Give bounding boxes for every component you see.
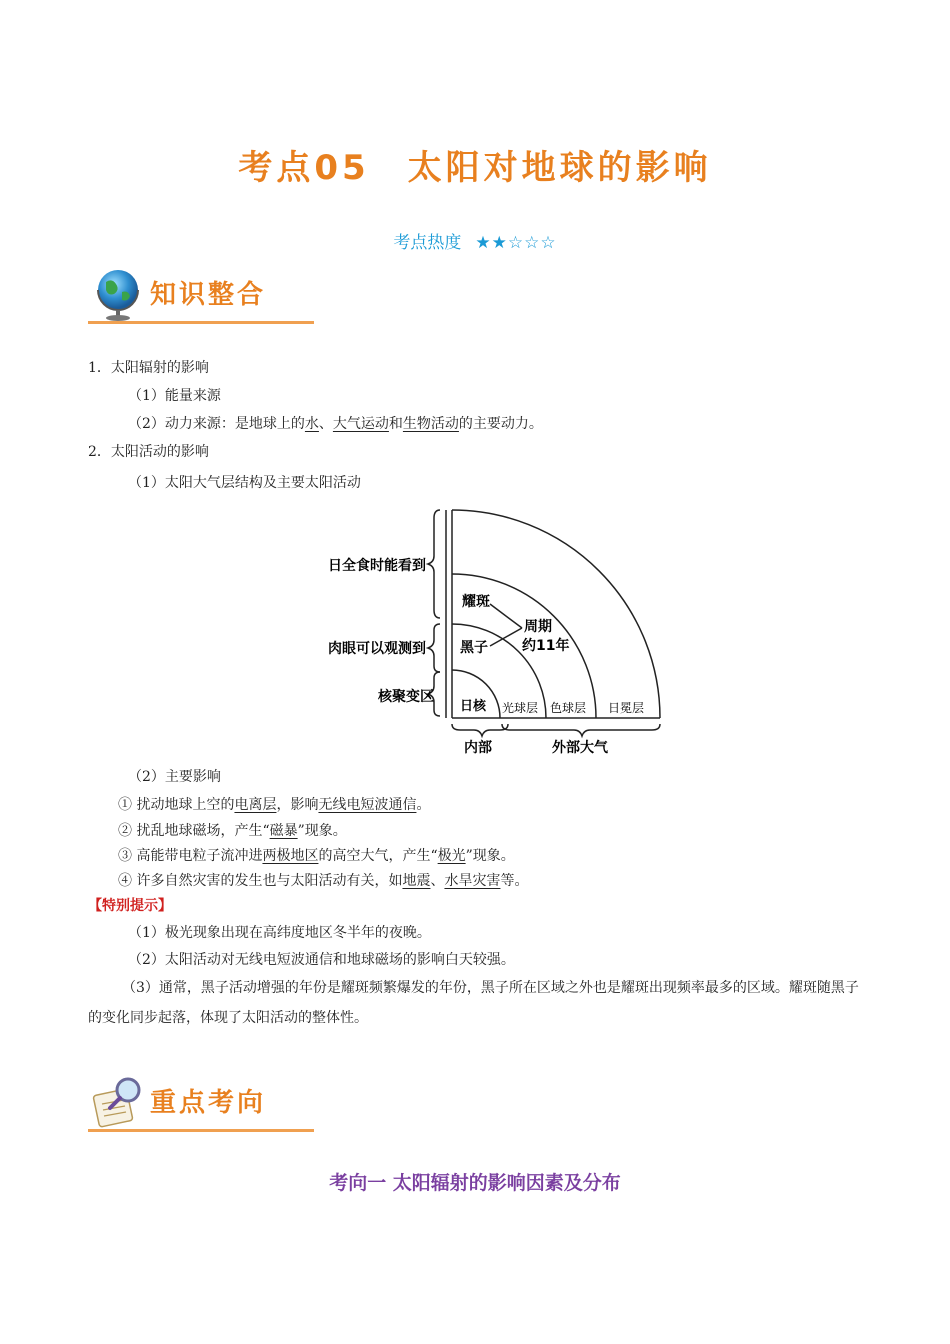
section-heading-label: 知识整合 [150, 280, 267, 310]
label-inner: 内部 [464, 740, 492, 756]
keyword-biology: 生物活动 [402, 416, 459, 432]
item-1: 1．太阳辐射的影响 [88, 360, 209, 376]
text: 。 [416, 797, 431, 813]
section-heading-focus [88, 1074, 318, 1134]
text: ① 扰动地球上空的 [118, 797, 235, 813]
text: ，影响 [276, 797, 319, 813]
heading-rule [88, 1129, 314, 1132]
item-2: 2．太阳活动的影响 [88, 444, 209, 460]
tip-label: 【特别提示】 [88, 898, 172, 914]
tip-3: （3）通常，黑子活动增强的年份是耀斑频繁爆发的年份，黑子所在区域之外也是耀斑出现频率最多的区域。耀斑随黑子的变化同步起落，体现了太阳活动的整体性。 [88, 980, 859, 1026]
text: ④ 许多自然灾害的发生也与太阳活动有关，如 [118, 873, 403, 889]
keyword-earthquake: 地震 [402, 873, 431, 889]
text: ”现象。 [465, 848, 515, 864]
tip-2: （2）太阳活动对无线电短波通信和地球磁场的影响白天较强。 [128, 952, 515, 968]
keyword-magnetic-storm: 磁暴 [269, 823, 298, 839]
effect-2 [118, 821, 347, 841]
keyword-atmosphere: 大气运动 [332, 416, 389, 432]
heat-rating [0, 228, 950, 253]
keyword-water: 水 [304, 416, 319, 432]
label-eclipse: 日全食时能看到 [328, 558, 426, 574]
effect-3 [118, 846, 515, 866]
label-photosphere: 光球层 [502, 701, 539, 715]
magnifier-notepad-icon [90, 1074, 148, 1132]
section-heading-label: 重点考向 [150, 1088, 267, 1118]
keyword-ionosphere: 电离层 [234, 797, 277, 813]
globe-icon [90, 266, 148, 324]
heat-label: 考点热度 [393, 233, 462, 253]
page-title: 考点05 太阳对地球的影响 [238, 148, 712, 188]
item-2-1: （1）太阳大气层结构及主要太阳活动 [128, 475, 361, 491]
label-chromosphere: 色球层 [550, 701, 587, 715]
heat-stars: ★★☆☆☆ [475, 233, 557, 253]
label-sunspot: 黑子 [460, 640, 488, 656]
heading-rule [88, 321, 314, 324]
keyword-radio: 无线电短波通信 [318, 797, 417, 813]
label-period-1: 周期 [524, 619, 552, 635]
item-2-2: （2）主要影响 [128, 769, 221, 785]
text: 、 [430, 873, 445, 889]
text: 、 [318, 416, 333, 432]
label-core: 日核 [460, 699, 487, 714]
text: 的主要动力。 [458, 416, 543, 432]
corona-outer-arc [452, 510, 660, 718]
item-1-1: （1）能量来源 [128, 388, 221, 404]
text: ② 扰乱地球磁场，产生“ [118, 823, 270, 839]
label-outer: 外部大气 [552, 740, 608, 756]
text: （2）动力来源：是地球上的 [128, 416, 305, 432]
effect-1 [118, 795, 430, 815]
text: 和 [388, 416, 403, 432]
text: ”现象。 [297, 823, 347, 839]
text: 等。 [500, 873, 529, 889]
label-fusion-zone: 核聚变区 [378, 689, 434, 705]
keyword-flood-drought: 水旱灾害 [444, 873, 501, 889]
keyword-aurora: 极光 [437, 848, 466, 864]
keyword-polar: 两极地区 [262, 848, 319, 864]
text: ③ 高能带电粒子流冲进 [118, 848, 263, 864]
section-subtitle: 考向一 太阳辐射的影响因素及分布 [329, 1172, 621, 1194]
text: 的高空大气，产生“ [318, 848, 438, 864]
label-naked-eye: 肉眼可以观测到 [328, 641, 426, 657]
tip-1: （1）极光现象出现在高纬度地区冬半年的夜晚。 [128, 925, 431, 941]
section-heading-knowledge [88, 266, 318, 326]
sun-structure-diagram [310, 500, 670, 760]
label-corona: 日冕层 [608, 701, 645, 715]
item-1-2 [128, 414, 543, 434]
label-flare: 耀斑 [462, 594, 490, 610]
effect-4 [118, 871, 528, 891]
label-period-2: 约11年 [522, 638, 570, 654]
